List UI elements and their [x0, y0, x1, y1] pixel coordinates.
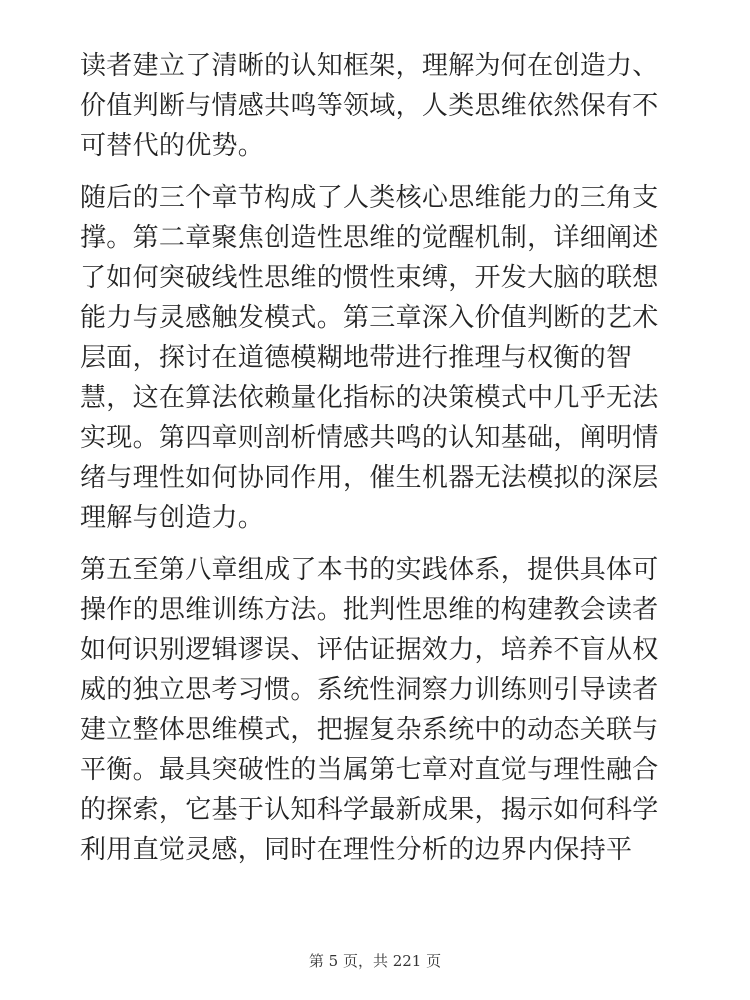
text-line: 随后的三个章节构成了人类核心思维能力的三角支	[80, 183, 659, 213]
paragraph	[80, 178, 680, 538]
text-line: 绪与理性如何协同作用，催生机器无法模拟的深层	[80, 463, 659, 493]
text-line: 慧，这在算法依赖量化指标的决策模式中几乎无法	[80, 383, 659, 413]
text-line: 如何识别逻辑谬误、评估证据效力，培养不盲从权	[80, 635, 659, 665]
text-line: 平衡。最具突破性的当属第七章对直觉与理性融合	[80, 755, 659, 785]
text-line: 威的独立思考习惯。系统性洞察力训练则引导读者	[80, 675, 659, 705]
page-number: 第 5 页，共 221 页	[308, 952, 442, 970]
page-footer	[0, 950, 750, 971]
body-text	[80, 46, 680, 882]
text-line: 操作的思维训练方法。批判性思维的构建教会读者	[80, 595, 659, 625]
text-line: 价值判断与情感共鸣等领域，人类思维依然保有不	[80, 91, 659, 121]
text-line: 可替代的优势。	[80, 131, 265, 161]
paragraph	[80, 46, 680, 166]
text-line: 读者建立了清晰的认知框架，理解为何在创造力、	[80, 51, 659, 81]
text-line: 能力与灵感触发模式。第三章深入价值判断的艺术	[80, 303, 659, 333]
text-line: 层面，探讨在道德模糊地带进行推理与权衡的智	[80, 343, 633, 373]
text-line: 第五至第八章组成了本书的实践体系，提供具体可	[80, 555, 659, 585]
text-line: 建立整体思维模式，把握复杂系统中的动态关联与	[80, 715, 659, 745]
text-line: 了如何突破线性思维的惯性束缚，开发大脑的联想	[80, 263, 659, 293]
text-line: 利用直觉灵感，同时在理性分析的边界内保持平	[80, 835, 633, 865]
text-line: 实现。第四章则剖析情感共鸣的认知基础，阐明情	[80, 423, 659, 453]
text-line: 撑。第二章聚焦创造性思维的觉醒机制，详细阐述	[80, 223, 659, 253]
text-line: 的探索，它基于认知科学最新成果，揭示如何科学	[80, 795, 659, 825]
paragraph	[80, 550, 680, 870]
text-line: 理解与创造力。	[80, 503, 265, 533]
